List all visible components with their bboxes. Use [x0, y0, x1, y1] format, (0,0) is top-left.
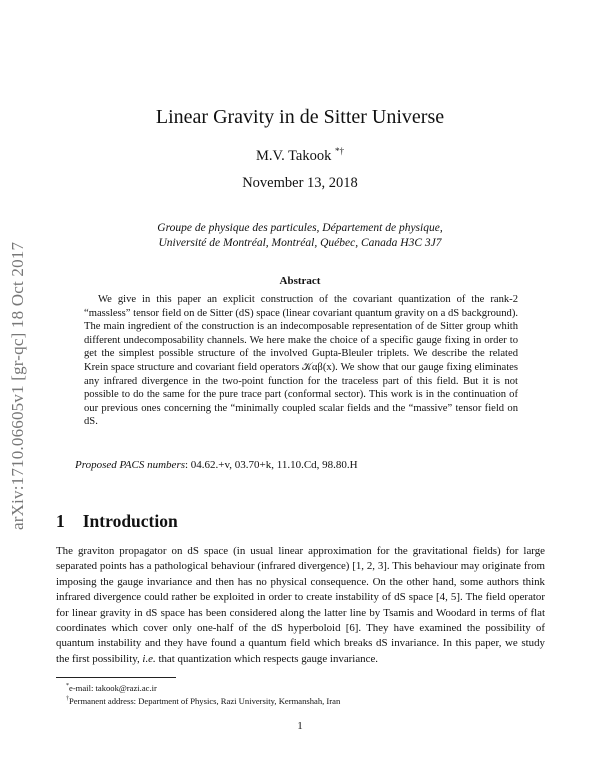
author-name: M.V. Takook [255, 147, 332, 164]
affiliation-line-2: Université de Montréal, Montréal, Québec, Canada H3C 3J7 [158, 237, 442, 249]
author-line [0, 146, 600, 165]
affiliation-line-1: Groupe de physique des particules, Département de physique, [157, 222, 443, 234]
intro-text-part-1: The graviton propagator on dS space (in usual linear approximation for the gravitational fields) for large separated points has a pathological behaviour (infrared divergence) [1, 2, 3]. This behaviour may originate from imposing the gauge invariance and then has no physical consequence. On the other hand, some authors think infrared divergence could rather be exploited in order to create instability of dS space [4, 5]. The field operator for linear gravity in dS space has been considered along the latter line by Tsamis and Woodard in terms of flat coordinates which cover only one-half of the dS hyperboloid [6]. They have examined the possibility of quantum instability and they have found a quantum field which breaks dS invariance. In this paper, we study the first possibility, [56, 545, 545, 665]
affiliation [0, 221, 600, 251]
pacs-values: : 04.62.+v, 03.70+k, 11.10.Cd, 98.80.H [185, 459, 358, 471]
footnote-rule [56, 677, 176, 678]
pacs-line [75, 459, 358, 471]
footnote-text: e-mail: takook@razi.ac.ir [69, 682, 157, 693]
intro-text-part-2: that quantization which respects gauge invariance. [155, 652, 378, 665]
page-number: 1 [297, 720, 303, 732]
paper-date: November 13, 2018 [242, 175, 358, 191]
introduction-body [56, 544, 545, 667]
pacs-label: Proposed PACS numbers [75, 459, 185, 471]
footnote-email [66, 681, 340, 694]
introduction-paragraph [56, 544, 545, 667]
footnote-address [66, 694, 340, 707]
paper-title: Linear Gravity in de Sitter Universe [155, 106, 445, 128]
section-heading [56, 511, 178, 532]
footnote-mark: † [66, 695, 69, 702]
section-number: 1 [56, 511, 65, 531]
section-title: Introduction [82, 511, 178, 531]
abstract-paragraph: We give in this paper an explicit construction of the covariant quantization of the rank-2 “massless” tensor field on de Sitter (dS) space (linear covariant quantum gravity on a dS background). The main ingredient of the construction is an indecomposable representation of de Sitter group whith different undecomposability channels. We here make the choice of a specific gauge fixing in order to get the simplest possible structure of the involved Gupta-Bleuler triplets. We describe the related Krein space structure and covariant field operators 𝒦αβ(x). We show that our gauge fixing eliminates any infrared divergence in the two-point function for the traceless part of this field. But it is not possible to do the same for the pure trace part (conformal sector). This work is in the continuation of our previous ones concerning the “minimally coupled scalar fields and the “massive” tensor field on dS. [84, 294, 518, 428]
footnote-mark: * [66, 683, 69, 689]
footnote-text: Permanent address: Department of Physics, Razi University, Kermanshah, Iran [69, 695, 341, 706]
intro-ie: i.e. [142, 652, 156, 665]
author-footnote-marks: *† [335, 146, 344, 156]
arxiv-side-stamp: arXiv:1710.06605v1 [gr-qc] 18 Oct 2017 [8, 241, 27, 530]
abstract-body [84, 293, 518, 429]
abstract-heading: Abstract [279, 275, 321, 287]
footnotes [66, 681, 340, 707]
